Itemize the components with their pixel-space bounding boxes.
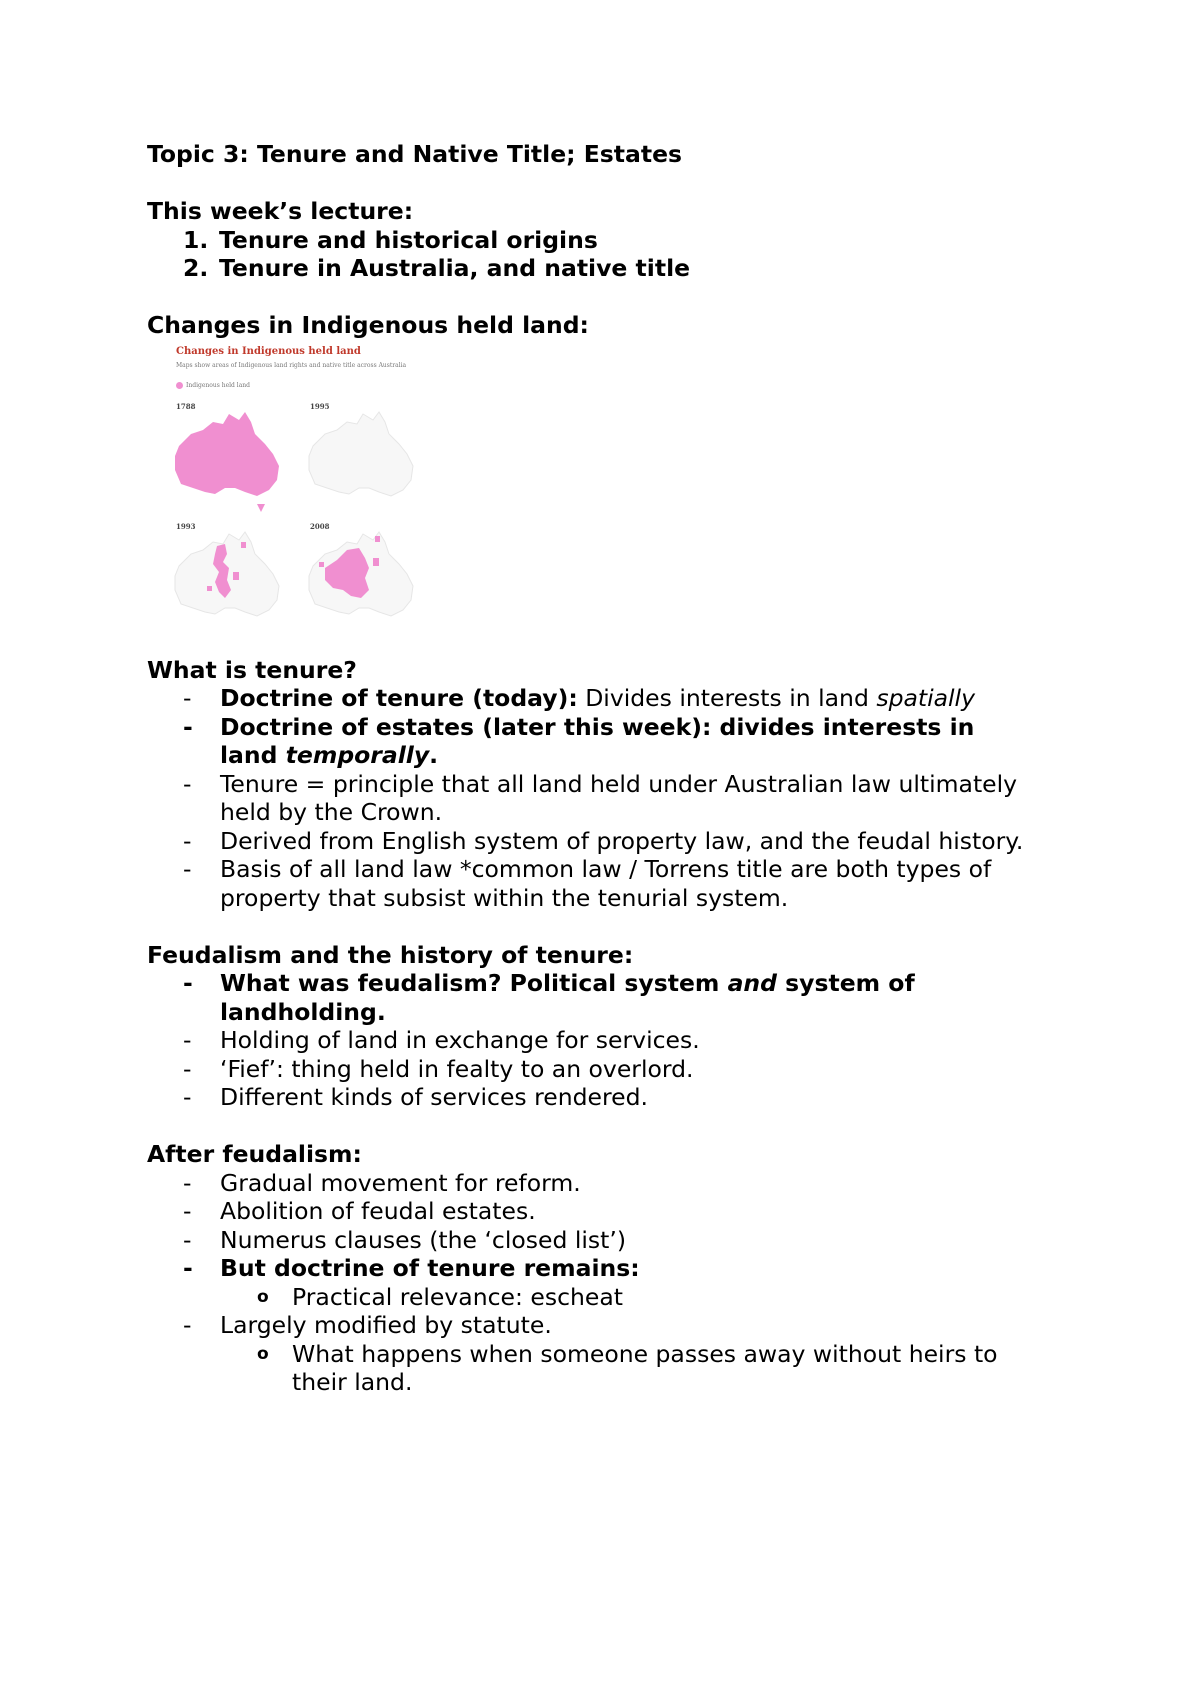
list-number: 2. xyxy=(183,254,209,282)
list-item xyxy=(147,1055,1077,1084)
feudalism-heading: Feudalism and the history of tenure: xyxy=(147,940,634,969)
dash-bullet: - xyxy=(183,1083,192,1111)
indigenous-land-figure xyxy=(160,342,440,642)
after-feudalism-heading: After feudalism: xyxy=(147,1140,362,1168)
document-page xyxy=(147,140,1077,1397)
list-item xyxy=(147,684,1077,713)
list-item-continuation xyxy=(147,798,1077,827)
australia-map-1788 xyxy=(168,408,290,518)
dash-bullet: - xyxy=(183,1168,192,1197)
list-item-text: ‘Fief’: thing held in fealty to an overlord. xyxy=(220,1054,694,1083)
legend-swatch-icon xyxy=(176,382,183,389)
list-item xyxy=(147,770,1077,799)
sub-list-item-continuation xyxy=(147,1368,1077,1397)
dash-bullet: - xyxy=(183,1197,192,1225)
dash-bullet: - xyxy=(183,1054,192,1083)
list-item-text: held by the Crown. xyxy=(220,798,443,826)
bold-text: Doctrine of tenure (today): xyxy=(220,684,578,712)
list-item-text: Largely modified by statute. xyxy=(220,1311,552,1339)
list-item xyxy=(147,1254,1077,1283)
list-item-continuation xyxy=(147,884,1077,913)
document-title: Topic 3: Tenure and Native Title; Estates xyxy=(147,140,683,168)
figure-legend xyxy=(176,382,250,389)
sub-list-item xyxy=(147,1340,1077,1369)
year-label: 1993 xyxy=(176,521,196,531)
list-item xyxy=(147,1026,1077,1055)
bold-italic-text: temporally xyxy=(285,741,430,769)
list-item-text: What happens when someone passes away without heirs to xyxy=(292,1339,998,1368)
list-item-text: What was feudalism? Political system xyxy=(220,969,728,997)
year-label: 1995 xyxy=(310,401,330,411)
list-item-text: Different kinds of services rendered. xyxy=(220,1083,648,1111)
tenure-heading: What is tenure? xyxy=(147,655,357,684)
dash-bullet: - xyxy=(183,826,192,855)
dash-bullet: - xyxy=(183,712,193,741)
list-item-text: Abolition of feudal estates. xyxy=(220,1197,536,1225)
list-item xyxy=(147,1311,1077,1340)
dash-bullet: - xyxy=(183,769,192,798)
year-label: 2008 xyxy=(310,521,330,531)
list-item-text: But doctrine of tenure remains: xyxy=(220,1254,640,1282)
australia-map-1993 xyxy=(168,528,290,638)
dash-bullet: - xyxy=(183,684,192,712)
list-item xyxy=(147,1226,1077,1255)
list-item-text: Gradual movement for reform. xyxy=(220,1168,581,1197)
list-item-text: Numerus clauses (the ‘closed list’) xyxy=(220,1225,626,1254)
list-item-text: . xyxy=(429,741,439,769)
list-item-text: Practical relevance: escheat xyxy=(292,1282,623,1311)
figure-subtitle: Maps show areas of Indigenous land rights and native title across Australia xyxy=(176,361,407,369)
list-item-text: land xyxy=(220,741,286,769)
list-item-text: Doctrine of estates (later this week): divides interests in xyxy=(220,712,975,741)
list-number: 1. xyxy=(183,225,209,254)
list-item-text: Divides interests in land xyxy=(577,684,877,712)
dash-bullet: - xyxy=(183,1254,193,1282)
list-item xyxy=(147,827,1077,856)
list-item xyxy=(147,969,1077,998)
year-label: 1788 xyxy=(176,401,196,411)
dash-bullet: - xyxy=(183,1225,192,1254)
list-item xyxy=(147,254,1077,283)
list-item-text: Basis of all land law *common law / Torrens title are both types of xyxy=(220,855,992,883)
list-item-text: property that subsist within the tenurial system. xyxy=(220,883,789,912)
list-item xyxy=(147,1083,1077,1112)
list-item-text: Tenure = principle that all land held under Australian law ultimately xyxy=(220,769,1018,798)
list-item-text: Holding of land in exchange for services. xyxy=(220,1026,700,1054)
australia-map-1995 xyxy=(302,408,424,518)
list-item xyxy=(147,1169,1077,1198)
changes-heading: Changes in Indigenous held land: xyxy=(147,311,589,339)
list-item-text: their land. xyxy=(292,1368,413,1396)
list-item-text: Tenure and historical origins xyxy=(219,225,598,254)
dash-bullet: - xyxy=(183,1311,192,1339)
legend-label: Indigenous held land xyxy=(186,381,250,389)
sub-list-item xyxy=(147,1283,1077,1312)
list-item xyxy=(147,713,1077,742)
circle-bullet: o xyxy=(257,1343,269,1364)
italic-text: spatially xyxy=(876,684,975,712)
list-item xyxy=(147,855,1077,884)
list-item-text: Derived from English system of property law, and the feudal history. xyxy=(220,826,1024,855)
lecture-heading: This week’s lecture: xyxy=(147,197,414,225)
circle-bullet: o xyxy=(257,1286,269,1307)
list-item-continuation xyxy=(147,741,1077,770)
australia-map-2008 xyxy=(302,528,424,638)
list-item xyxy=(147,1197,1077,1226)
dash-bullet: - xyxy=(183,969,193,997)
dash-bullet: - xyxy=(183,1026,192,1054)
list-item-text: system of xyxy=(776,969,915,997)
list-item-text: landholding. xyxy=(220,997,386,1026)
list-item-continuation xyxy=(147,998,1077,1027)
dash-bullet: - xyxy=(183,855,192,883)
list-item-text: Tenure in Australia, and native title xyxy=(219,254,691,282)
figure-title: Changes in Indigenous held land xyxy=(176,345,361,357)
bold-italic-text: and xyxy=(727,969,777,997)
list-item xyxy=(147,226,1077,255)
